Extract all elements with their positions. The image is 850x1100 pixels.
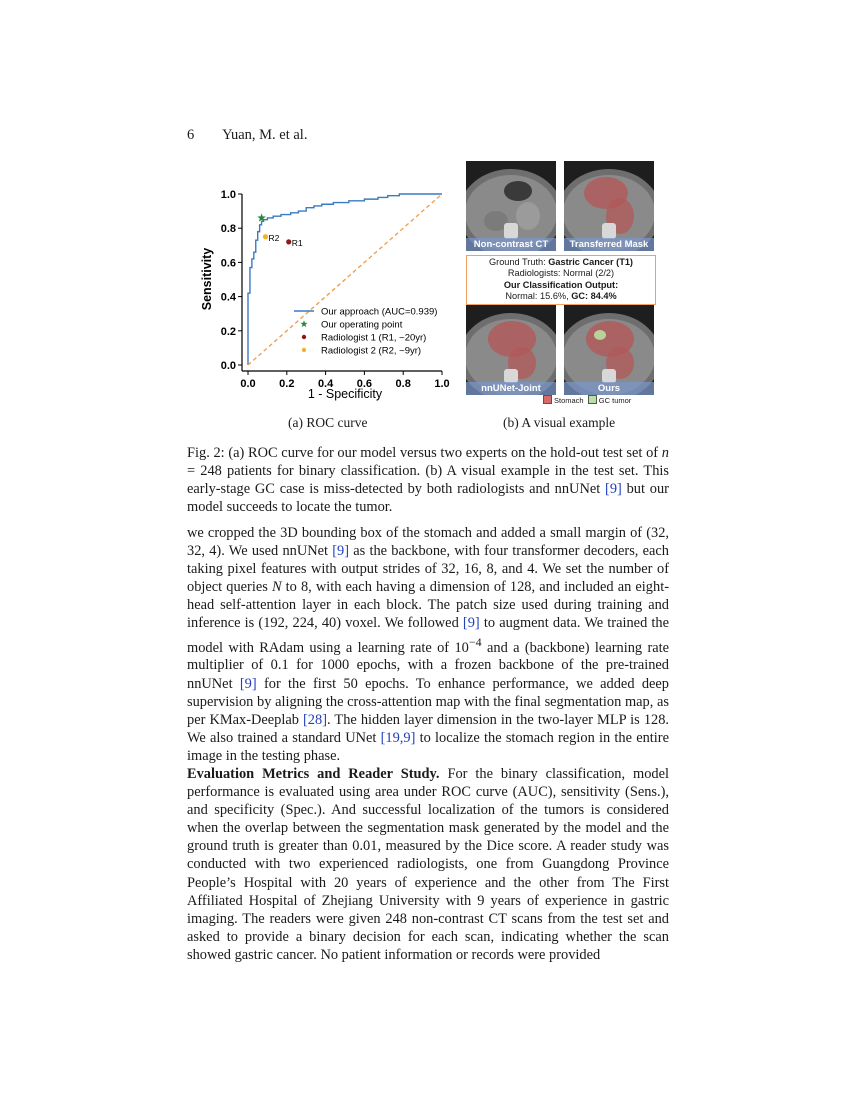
panel-label: Ours <box>564 382 654 395</box>
operating-point-star <box>257 213 266 221</box>
gt-value: Gastric Cancer (T1) <box>548 257 633 267</box>
stomach-swatch <box>543 395 552 404</box>
panel-label: nnUNet-Joint <box>466 382 556 395</box>
legend-dot-swatch <box>302 348 306 352</box>
running-authors: Yuan, M. et al. <box>222 127 308 143</box>
output-gc: GC: 84.4% <box>571 290 617 301</box>
text-run: we cropped the 3D bounding box of the stomach and added a small margin of (32, 32, 4). We used nnUNet <box>187 525 669 560</box>
legend-label: Stomach <box>554 396 584 405</box>
x-tick-label: 0.2 <box>279 378 295 390</box>
x-tick-label: 0.8 <box>395 378 411 390</box>
subcaption-b: (b) A visual example <box>503 415 616 430</box>
text-run: and a (backbone) learning rate multiplier of 0.1 for 1000 epochs, with a frozen backbone of the pre-trained nnUNet <box>187 639 670 692</box>
text-run: . The hidden layer dimension in the two-layer MLP is 128. We also trained a standard UNet <box>187 711 669 746</box>
text-run: to localize the stomach region in the entire image in the testing phase. <box>187 729 669 764</box>
y-tick-label: 0.2 <box>220 325 236 338</box>
ct-panel-nnunet <box>466 305 556 395</box>
citation-link[interactable]: [28] <box>303 711 327 728</box>
text-run: for the first 50 epochs. To enhance performance, we added deep supervision by aligning the cross-attention map with the final segmentation map, as per KMax-Deeplab <box>187 675 669 728</box>
page-number: 6 <box>187 127 195 143</box>
radiologist-point <box>286 239 291 244</box>
text-run: to augment data. We trained the model with RAdam using a learning rate of 10 <box>187 615 669 656</box>
legend-label: Our operating point <box>321 319 403 331</box>
legend-star-swatch <box>300 320 307 327</box>
ct-panel-ours <box>564 305 654 395</box>
paragraph <box>187 524 669 765</box>
caption-text: = 248 patients for binary classification. (b) A visual example in the test set. This early-stage GC case is miss-detected by both radiologists and nnUNet <box>187 463 669 497</box>
gc-tumor-swatch <box>588 395 597 404</box>
point-label: R1 <box>291 237 303 248</box>
roc-axes <box>221 189 450 390</box>
citation-link[interactable]: [9] <box>605 481 622 497</box>
y-tick-label: 0.0 <box>220 360 236 372</box>
legend-label: GC tumor <box>598 396 632 405</box>
caption-text: Fig. 2: (a) ROC curve for our model versus two experts on the hold-out test set of <box>187 445 662 461</box>
paragraph-heading: Evaluation Metrics and Reader Study. <box>187 766 440 783</box>
x-tick-label: 0.4 <box>317 378 334 390</box>
output-title: Our Classification Output: <box>503 279 619 290</box>
visual-example <box>466 161 658 409</box>
x-tick-label: 0.0 <box>240 378 256 390</box>
paragraph <box>187 765 669 964</box>
roc-chart <box>196 182 458 404</box>
legend-label: Radiologist 1 (R1, ~20yr) <box>321 332 427 344</box>
radiologist-point <box>263 234 268 239</box>
citation-link[interactable]: [19,9] <box>380 729 416 746</box>
mask-legend <box>543 395 631 405</box>
figure-caption <box>187 444 669 516</box>
y-tick-label: 0.4 <box>220 291 236 304</box>
ct-panel-transferred <box>564 161 654 251</box>
x-tick-label: 0.6 <box>356 378 373 390</box>
legend-dot-swatch <box>302 335 306 339</box>
ct-panel-noncontrast <box>466 161 556 251</box>
subcaption-a: (a) ROC curve <box>288 415 368 430</box>
page-header <box>187 127 307 144</box>
math-var: N <box>271 579 282 596</box>
citation-link[interactable]: [9] <box>239 675 257 692</box>
y-tick-label: 0.6 <box>220 257 236 270</box>
ground-truth-box <box>466 255 656 305</box>
panel-label: Transferred Mask <box>564 238 654 251</box>
x-tick-label: 1.0 <box>434 378 450 390</box>
roc-points <box>257 213 303 247</box>
exponent: −4 <box>468 634 482 649</box>
caption-math: n <box>661 445 669 461</box>
legend-label: Our approach (AUC=0.939) <box>321 306 438 318</box>
panel-label: Non-contrast CT <box>466 238 556 251</box>
y-tick-label: 0.8 <box>220 223 236 236</box>
output-normal: Normal: 15.6%, <box>505 290 572 301</box>
y-axis-label: Sensitivity <box>200 247 214 311</box>
radiologists-line: Radiologists: Normal (2/2) <box>507 268 615 279</box>
y-tick-label: 1.0 <box>220 189 236 201</box>
text-run: to 8, with each having a dimension of 128, and included an eight-head self-attention layer in each block. The patch size used during training and inference is (192, 224, 40) voxel. We followed <box>187 579 669 632</box>
citation-link[interactable]: [9] <box>462 615 480 632</box>
body-text <box>187 524 669 964</box>
point-label: R2 <box>268 232 280 243</box>
legend-label: Radiologist 2 (R2, ~9yr) <box>321 345 422 357</box>
text-run: For the binary classification, model performance is evaluated using area under ROC curve (AUC), sensitivity (Sens.), and specificity (Spec.). And successful localization of the tumors is considered when the overlap between the segmentation mask generated by the model and the ground truth is greater than 0.01, measured by the Dice score. A reader study was conducted with two experienced radiologists, one from Guangdong Province People’s Hospital with 20 years of experience and the other from The First Affiliated Hospital of Zhejiang University with 9 years of experience in gastric imaging. The readers were given 248 non-contrast CT scans from the test set and asked to provide a binary decision for each scan, indicating whether the scan showed gastric cancer. No patient information or records were provided <box>187 766 669 963</box>
citation-link[interactable]: [9] <box>332 543 350 560</box>
caption-text: but our model succeeds to locate the tumor. <box>187 481 669 515</box>
roc-legend <box>294 307 437 357</box>
x-axis-label: 1 - Specificity <box>307 387 383 401</box>
text-run: as the backbone, with four transformer decoders, each taking pixel features with output strides of 32, 16, 8, and 4. We set the number of object queries <box>187 543 669 596</box>
gt-prefix: Ground Truth: <box>488 257 549 267</box>
